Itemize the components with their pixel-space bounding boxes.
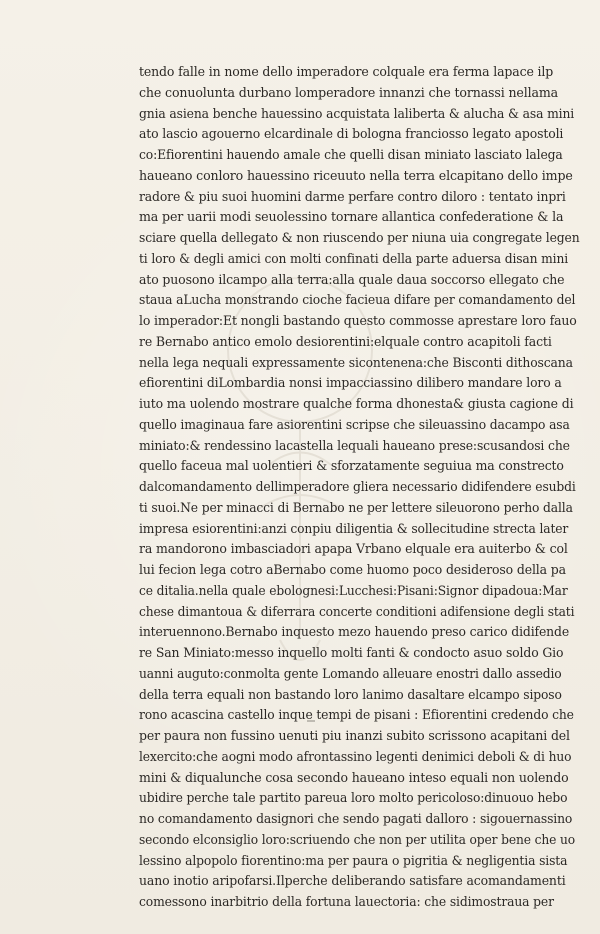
text-line-16: efiorentini diLombardia nonsi impacciassino dilibero mandare loro a (139, 376, 562, 392)
text-line-2: che conuolunta durbano lomperadore innanzi che tornassi nellama (139, 85, 559, 101)
text-line-8: ma per uarii modi seuolessino tornare allantica confederatione & la (139, 210, 564, 226)
text-line-4: ato lascio agouerno elcardinale di bologna franciosso legato apostoli (139, 127, 564, 143)
text-line-30: uanni auguto:conmolta gente Lomando alleuare enostri dallo assedio (139, 666, 562, 682)
text-line-24: ra mandorono imbasciadori apapa Vrbano elquale era auiterbo & col (139, 542, 568, 558)
text-line-40: uano inotio aripofarsi.Ilperche deliberando satisfare acomandamenti (139, 874, 566, 890)
text-line-27: chese dimantoua & diferrara concerte conditioni adifensione degli stati (139, 604, 575, 620)
text-line-38: secondo elconsiglio loro:scriuendo che non per utilita oper bene che uo (139, 832, 576, 848)
text-line-29: re San Miniato:messo inquello molti fanti & condocto asuo soldo Gio (139, 646, 564, 661)
text-line-22: ti suoi.Ne per minacci di Bernabo ne per lettere sileuorono perho dalla (139, 500, 573, 516)
text-line-36: ubidire perche tale partito pareua loro molto pericoloso:dinuouo hebo (139, 791, 568, 807)
text-line-1: tendo falle in nome dello imperadore colquale era ferma lapace ilp (139, 65, 554, 80)
text-line-17: iuto ma uolendo mostrare qualche forma dhonesta& giusta cagione di (139, 397, 574, 412)
text-line-10: ti loro & degli amici con molti confinati della parte aduersa disan mini (139, 251, 569, 267)
text-line-13: lo imperador:Et nongli bastando questo commosse aprestare loro fauo (139, 314, 577, 329)
text-line-35: mini & diqualunche cosa secondo haueano inteso equali non uolendo (139, 770, 569, 786)
text-line-33: per paura non fussino uenuti piu inanzi subito scrissono acapitani del (139, 729, 570, 744)
text-line-11: ato puosono ilcampo alla terra:alla quale daua soccorso ellegato che (139, 272, 565, 288)
text-line-9: sciare quella dellegato & non riuscendo per niuna uia congregate legen (139, 231, 580, 246)
text-line-15: nella lega nequali expressamente sicontenena:che Bisconti dithoscana (139, 355, 573, 371)
text-line-34: lexercito:che aogni modo afrontassino legenti denimici deboli & di huo (139, 749, 572, 765)
text-line-39: lessino alpopolo fiorentino:ma per paura o pigritia & negligentia sista (139, 853, 568, 869)
text-line-12: staua aLucha monstrando cioche facieua difare per comandamento del (139, 293, 576, 309)
margin-mark-icon (307, 719, 315, 723)
page-text (139, 63, 580, 914)
text-line-20: quello faceua mal uolentieri & sforzatamente seguiua ma constrecto (139, 459, 564, 475)
text-line-23: impresa esiorentini:anzi conpiu diligentia & sollecitudine strecta later (139, 521, 569, 537)
text-line-37: no comandamento dasignori che sendo pagati dalloro : sigouernassino (139, 812, 573, 827)
text-line-18: quello imaginaua fare asiorentini scripse che sileuassino dacampo asa (139, 417, 570, 433)
text-line-6: haueano conloro hauessino riceuuto nella terra elcapitano dello impe (139, 168, 573, 184)
text-line-25: lui fecion lega cotro aBernabo come huomo poco desideroso della pa (139, 563, 566, 578)
text-line-14: re Bernabo antico emolo desiorentini:elquale contro acapitoli facti (139, 334, 552, 350)
text-line-41: comessono inarbitrio della fortuna lauectoria: che sidimostraua per (139, 895, 554, 910)
text-line-26: ce ditalia.nella quale ebolognesi:Lucchesi:Pisani:Signor dipadoua:Mar (139, 583, 568, 599)
text-line-3: gnia asiena benche hauessino acquistata laliberta & alucha & asa mini (139, 106, 575, 122)
text-line-7: radore & piu suoi huomini darme perfare contro diloro : tentato inpri (139, 189, 566, 205)
text-line-19: miniato:& rendessino lacastella lequali haueano prese:scusandosi che (139, 438, 570, 454)
text-line-5: co:Efiorentini hauendo amale che quelli disan miniato lasciato lalega (139, 148, 563, 163)
text-line-32: rono acascina castello inque tempi de pisani : Efiorentini credendo che (139, 708, 574, 724)
text-line-28: interuennono.Bernabo inquesto mezo hauendo preso carico didifende (139, 625, 570, 641)
text-line-31: della terra equali non bastando loro lanimo dasaltare elcampo siposo (139, 687, 562, 703)
text-line-21: dalcomandamento dellimperadore gliera necessario didifendere esubdi (139, 480, 576, 495)
